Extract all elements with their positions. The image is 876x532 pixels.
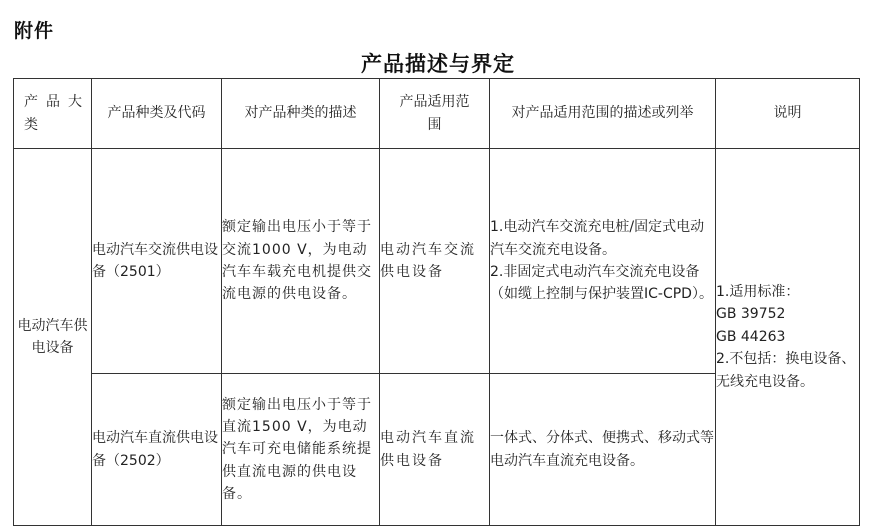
type-desc-cell: 额定输出电压小于等于交流1000 V，为电动汽车车载充电机提供交流电源的供电设备。 [222,149,380,374]
standard-item: GB 44263 [716,328,786,345]
document-title: 产品描述与界定 [361,52,515,76]
exclusions-note: 2.不包括：换电设备、无线充电设备。 [716,351,856,390]
header-product-category: 产品大类 [14,79,92,149]
table-header-row [14,79,860,149]
product-definition-table [13,78,860,526]
header-product-type-desc: 对产品种类的描述 [222,79,380,149]
attachment-label: 附件 [14,20,55,42]
standards-label: 1.适用标准： [716,284,800,301]
category-cell: 电动汽车供电设备 [14,149,92,526]
table-row [14,149,860,374]
scope-cell: 电动汽车直流供电设备 [380,374,490,526]
scope-desc-line: 2.非固定式电动汽车交流充电设备（如缆上控制与保护装置IC-CPD）。 [490,264,713,303]
standard-item: GB 39752 [716,306,786,323]
header-applicable-scope: 产品适用范围 [380,79,490,149]
type-code-cell: 电动汽车交流供电设备（2501） [92,149,222,374]
type-desc-cell: 额定输出电压小于等于直流1500 V，为电动汽车可充电储能系统提供直流电源的供电设备。 [222,374,380,526]
header-scope-desc: 对产品适用范围的描述或列举 [490,79,716,149]
header-remarks: 说明 [716,79,860,149]
scope-desc-cell [490,149,716,374]
remarks-cell [716,149,860,526]
header-product-type-code: 产品种类及代码 [92,79,222,149]
type-code-cell: 电动汽车直流供电设备（2502） [92,374,222,526]
scope-cell: 电动汽车交流供电设备 [380,149,490,374]
scope-desc-line: 一体式、分体式、便携式、移动式等电动汽车直流充电设备。 [490,430,714,469]
scope-desc-line: 1.电动汽车交流充电桩/固定式电动汽车交流充电设备。 [490,219,705,258]
scope-desc-cell [490,374,716,526]
